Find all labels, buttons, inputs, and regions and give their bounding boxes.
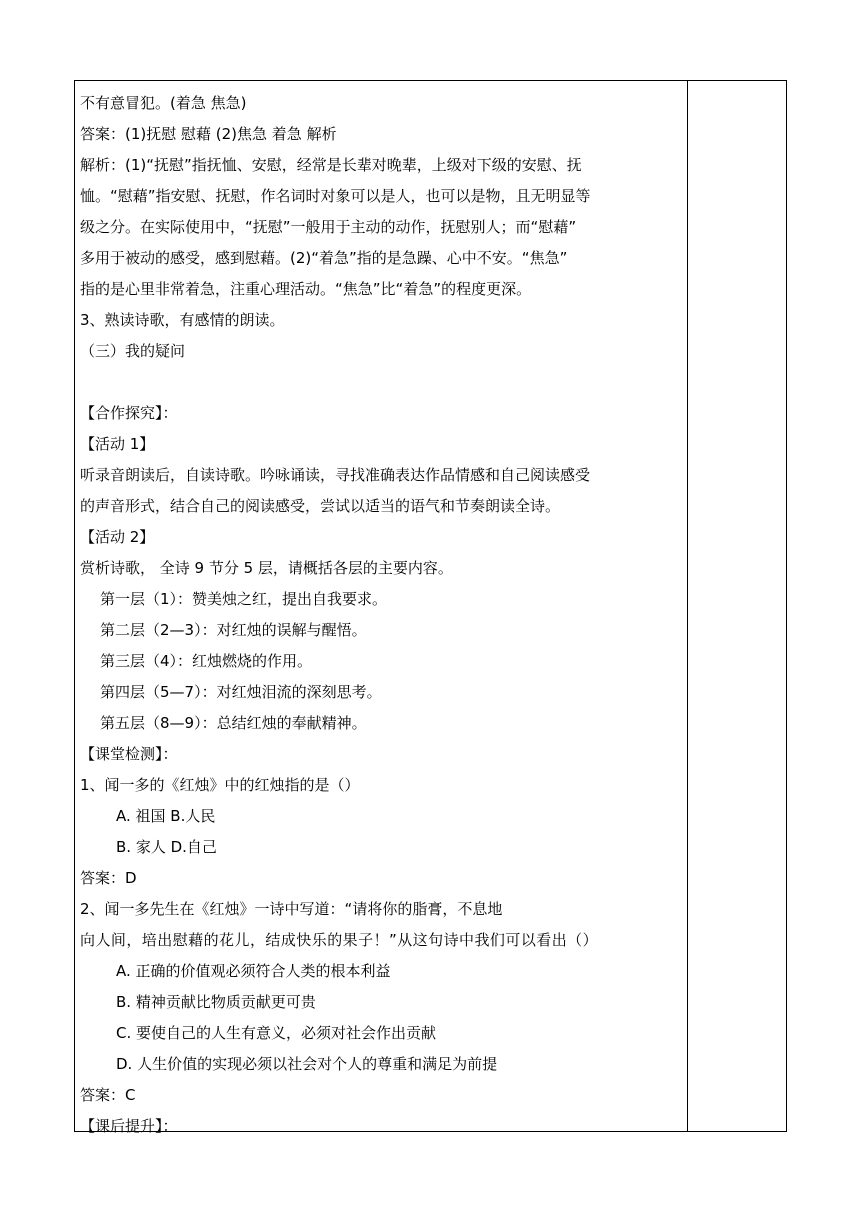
text-line: 不有意冒犯。(着急 焦急) (80, 94, 247, 112)
question-text: 1、闻一多的《红烛》中的红烛指的是（） (80, 776, 360, 794)
answer-line: 答案：C (80, 1086, 136, 1104)
option-line: D. 人生价值的实现必须以社会对个人的尊重和满足为前提 (116, 1055, 498, 1073)
blank-line (80, 367, 684, 398)
layer-item: 第一层（1）：赞美烛之红，提出自我要求。 (100, 590, 388, 608)
activity-heading: 【活动 2】 (80, 528, 155, 546)
option-line: B. 精神贡献比物质贡献更可贵 (116, 993, 316, 1011)
section-heading: 【课后提升】： (80, 1117, 178, 1135)
text-line: 的声音形式，结合自己的阅读感受，尝试以适当的语气和节奏朗读全诗。 (80, 497, 561, 515)
text-line: 多用于被动的感受，感到慰藉。(2)“着急”指的是急躁、心中不安。“焦急” (80, 249, 568, 267)
layer-item: 第二层（2—3）：对红烛的误解与醒悟。 (100, 621, 367, 639)
option-line: A. 祖国 B.人民 (116, 807, 216, 825)
layer-item: 第五层（8—9）：总结红烛的奉献精神。 (100, 714, 367, 732)
section-heading: 【合作探究】： (80, 404, 178, 422)
text-line: 解析：(1)“抚慰”指抚恤、安慰，经常是长辈对晚辈，上级对下级的安慰、抚 (80, 156, 582, 174)
activity-heading: 【活动 1】 (80, 435, 155, 453)
option-line: B. 家人 D.自己 (116, 838, 217, 856)
text-line: 赏析诗歌， 全诗 9 节分 5 层，请概括各层的主要内容。 (80, 559, 453, 577)
main-cell (80, 88, 684, 1142)
option-line: C. 要使自己的人生有意义，必须对社会作出贡献 (116, 1024, 437, 1042)
column-divider (687, 80, 688, 1132)
answer-line: 答案：(1)抚慰 慰藉 (2)焦急 着急 解析 (80, 125, 337, 143)
section-heading: （三）我的疑问 (80, 342, 186, 360)
text-line: 级之分。在实际使用中，“抚慰”一般用于主动的动作，抚慰别人；而“慰藉” (80, 218, 577, 236)
text-line: 恤。“慰藉”指安慰、抚慰，作名词时对象可以是人，也可以是物，且无明显等 (80, 187, 591, 205)
option-line: A. 正确的价值观必须符合人类的根本利益 (116, 962, 391, 980)
answer-line: 答案：D (80, 869, 137, 887)
question-text: 2、闻一多先生在《红烛》一诗中写道：“请将你的脂膏，不息地 (80, 900, 503, 918)
layer-item: 第四层（5—7）：对红烛泪流的深刻思考。 (100, 683, 382, 701)
question-text: 向人间，培出慰藉的花儿，结成快乐的果子！”从这句诗中我们可以看出（） (80, 931, 599, 949)
section-heading: 【课堂检测】： (80, 745, 178, 763)
text-line: 指的是心里非常着急，注重心理活动。“焦急”比“着急”的程度更深。 (80, 280, 532, 298)
text-line: 听录音朗读后，自读诗歌。吟咏诵读，寻找准确表达作品情感和自己阅读感受 (80, 466, 591, 484)
layer-item: 第三层（4）：红烛燃烧的作用。 (100, 652, 313, 670)
text-line: 3、熟读诗歌，有感情的朗读。 (80, 311, 285, 329)
